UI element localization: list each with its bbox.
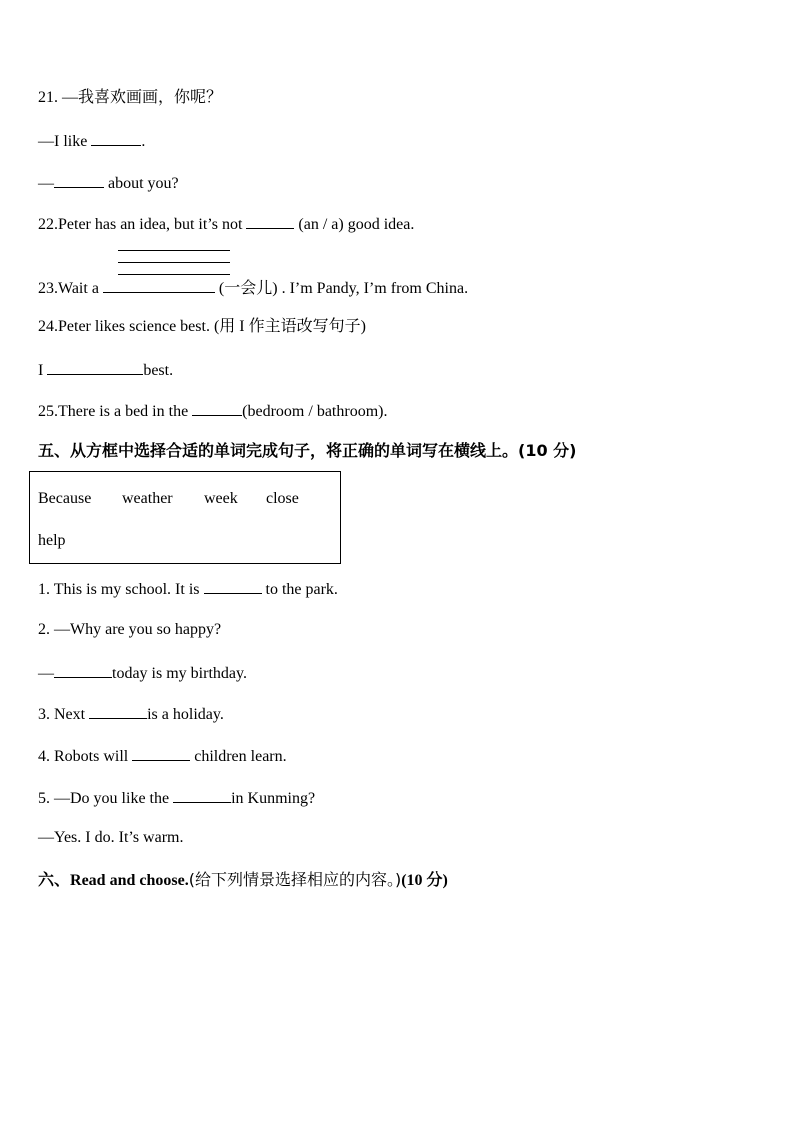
q22-text: 22.Peter has an idea, but it’s not	[38, 216, 243, 233]
q21-dash: —	[38, 175, 54, 192]
s5-q3-text: 3. Next	[38, 706, 86, 723]
section5-title	[38, 441, 576, 461]
s5-q5-blank[interactable]	[173, 787, 231, 803]
s5-q4-end: children learn.	[194, 748, 287, 765]
q21-line2-end: .	[141, 133, 146, 150]
q23-blank[interactable]	[103, 277, 215, 293]
s5-q2-end: today is my birthday.	[112, 665, 247, 682]
q21-line3-text: about you?	[108, 175, 179, 192]
q23-text: 23.Wait a	[38, 280, 99, 297]
section6-en: Read and choose.	[70, 872, 189, 889]
q23-hint: (一会儿) . I’m Pandy, I’m from China.	[218, 280, 469, 297]
stack-line	[118, 274, 230, 275]
word-bank-item: help	[38, 532, 66, 549]
q24-end: best.	[143, 362, 174, 379]
q21-blank-1[interactable]	[91, 130, 141, 146]
s5-q2-blank[interactable]	[54, 662, 112, 678]
q24-prompt: 24.Peter likes science best. (用 I 作主语改写句子)	[38, 318, 366, 335]
q25-blank[interactable]	[192, 400, 242, 416]
s5-q5-line2	[38, 828, 183, 848]
s5-q2-dash: —	[38, 665, 54, 682]
s5-q3	[38, 703, 224, 725]
q21-line2	[38, 130, 145, 152]
q25-text: 25.There is a bed in the	[38, 403, 189, 420]
word-bank-item: close	[266, 490, 299, 507]
s5-q2-line1	[38, 620, 221, 640]
word-bank-item: weather	[122, 490, 173, 507]
word-bank-item: week	[204, 490, 238, 507]
section6-number: 六、	[38, 870, 71, 889]
q21-line1	[38, 88, 222, 108]
s5-q1-end: to the park.	[265, 581, 338, 598]
q21-blank-2[interactable]	[54, 172, 104, 188]
word-bank-item: Because	[38, 490, 92, 507]
s5-q3-end: is a holiday.	[147, 706, 224, 723]
q25-options: (bedroom / bathroom).	[242, 403, 388, 420]
s5-q4-blank[interactable]	[132, 745, 190, 761]
s5-q4	[38, 745, 287, 767]
section6-title	[38, 870, 448, 891]
q22-line	[38, 213, 414, 235]
stack-line	[118, 262, 230, 263]
q24-blank[interactable]	[47, 359, 143, 375]
s5-q5-text: 5. —Do you like the	[38, 790, 170, 807]
q21-line2-text: —I like	[38, 133, 88, 150]
q22-blank[interactable]	[246, 213, 294, 229]
q24-subject: I	[38, 362, 44, 379]
s5-q5-line1	[38, 787, 315, 809]
s5-q1-text: 1. This is my school. It is	[38, 581, 200, 598]
word-bank-box	[29, 471, 341, 564]
s5-q5-end: in Kunming?	[231, 790, 316, 807]
s5-q4-text: 4. Robots will	[38, 748, 129, 765]
section6-cn: (给下列情景选择相应的内容。)	[188, 870, 402, 889]
s5-q2-text: 2. —Why are you so happy?	[38, 621, 222, 638]
s5-q5-answer: —Yes. I do. It’s warm.	[38, 829, 184, 846]
q24-line1	[38, 317, 366, 337]
s5-q2-line2	[38, 662, 247, 684]
q24-line2	[38, 359, 173, 381]
stack-line	[118, 250, 230, 251]
q25-line	[38, 400, 387, 422]
q23-line	[38, 277, 468, 299]
s5-q1-blank[interactable]	[204, 578, 262, 594]
section5-heading: 五、从方框中选择合适的单词完成句子，将正确的单词写在横线上。(10 分)	[38, 441, 577, 460]
s5-q1	[38, 578, 338, 600]
q22-options: (an / a) good idea.	[298, 216, 415, 233]
section6-score: (10 分)	[401, 872, 448, 889]
q21-line3	[38, 172, 179, 194]
q21-prompt: 21. —我喜欢画画，你呢？	[38, 89, 223, 106]
s5-q3-blank[interactable]	[89, 703, 147, 719]
